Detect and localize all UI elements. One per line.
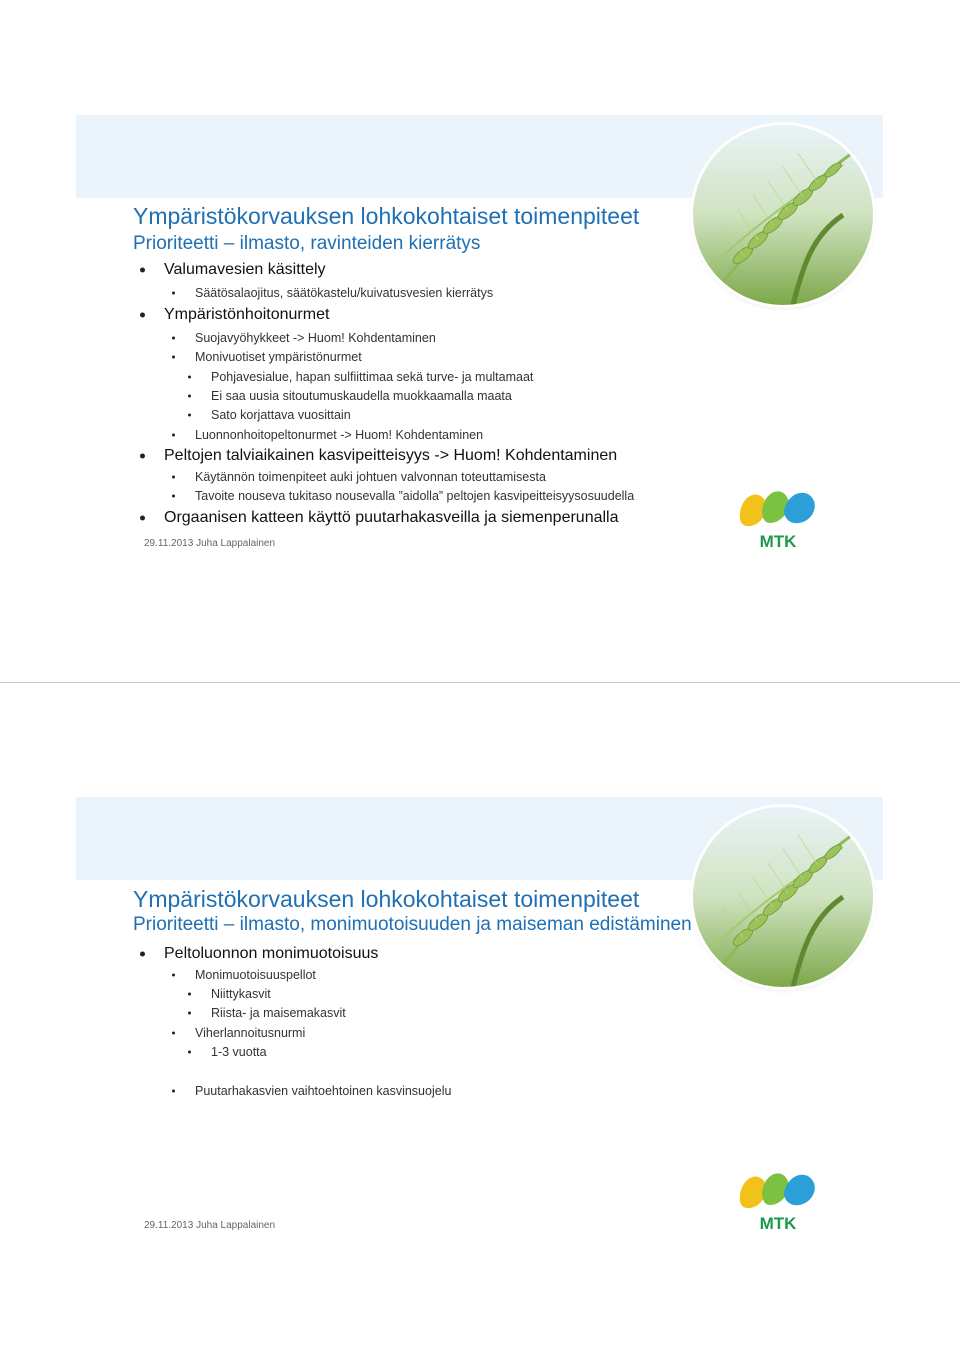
list-item: Peltojen talviaikainen kasvipeitteisyys -> Huom! Kohdentaminen — [164, 447, 617, 465]
bullet-icon — [172, 1090, 175, 1093]
list-item: Puutarhakasvien vaihtoehtoinen kasvinsuojelu — [195, 1084, 451, 1098]
list-item: Käytännön toimenpiteet auki johtuen valvonnan toteuttamisesta — [195, 470, 546, 484]
bullet-icon — [188, 376, 191, 379]
bullet-icon — [172, 476, 175, 479]
list-item: Valumavesien käsittely — [164, 261, 326, 279]
slide-2 — [76, 797, 883, 1244]
list-item: Suojavyöhykkeet -> Huom! Kohdentaminen — [195, 331, 436, 345]
list-item: Luonnonhoitopeltonurmet -> Huom! Kohdentaminen — [195, 428, 483, 442]
bullet-icon — [140, 454, 145, 459]
bullet-icon — [140, 952, 145, 957]
list-item: Peltoluonnon monimuotoisuus — [164, 945, 378, 963]
bullet-icon — [140, 313, 145, 318]
bullet-icon — [188, 414, 191, 417]
mtk-logo — [734, 481, 824, 551]
list-item: Pohjavesialue, hapan sulfiittimaa sekä turve- ja multamaat — [211, 370, 533, 384]
bullet-icon — [172, 337, 175, 340]
list-item: Tavoite nouseva tukitaso nousevalla ”aidolla” peltojen kasvipeitteisyysosuudella — [195, 489, 634, 503]
bullet-icon — [172, 974, 175, 977]
bullet-icon — [172, 434, 175, 437]
list-item: Monivuotiset ympäristönurmet — [195, 350, 362, 364]
bullet-icon — [188, 993, 191, 996]
list-item: Ei saa uusia sitoutumuskaudella muokkaamalla maata — [211, 389, 512, 403]
list-item: 1-3 vuotta — [211, 1045, 267, 1059]
list-item: Riista- ja maisemakasvit — [211, 1006, 346, 1020]
page-divider — [0, 682, 960, 683]
slide-footer: 29.11.2013 Juha Lappalainen — [144, 1220, 276, 1231]
slide-title: Ympäristökorvauksen lohkokohtaiset toimenpiteet — [133, 886, 640, 912]
bullet-icon — [172, 495, 175, 498]
bullet-icon — [188, 1051, 191, 1054]
bullet-icon — [172, 292, 175, 295]
list-item: Säätösalaojitus, säätökastelu/kuivatusvesien kierrätys — [195, 286, 493, 300]
slide-subtitle: Prioriteetti – ilmasto, monimuotoisuuden ja maiseman edistäminen — [133, 914, 692, 935]
bullet-icon — [188, 1012, 191, 1015]
logo-text: MTK — [759, 1214, 797, 1233]
bullet-icon — [140, 268, 145, 273]
slide-1 — [76, 115, 883, 562]
list-item: Orgaanisen katteen käyttö puutarhakasveilla ja siemenperunalla — [164, 509, 619, 527]
mtk-logo — [734, 1163, 824, 1233]
bullet-icon — [172, 1032, 175, 1035]
list-item: Viherlannoitusnurmi — [195, 1026, 305, 1040]
list-item: Monimuotoisuuspellot — [195, 968, 316, 982]
logo-text: MTK — [759, 532, 797, 551]
list-item: Niittykasvit — [211, 987, 271, 1001]
list-item: Ympäristönhoitonurmet — [164, 306, 329, 324]
bullet-icon — [140, 516, 145, 521]
slide-title: Ympäristökorvauksen lohkokohtaiset toimenpiteet — [133, 203, 640, 229]
bullet-icon — [188, 395, 191, 398]
slide-footer: 29.11.2013 Juha Lappalainen — [144, 538, 276, 549]
list-item: Sato korjattava vuosittain — [211, 408, 351, 422]
slide-subtitle: Prioriteetti – ilmasto, ravinteiden kierrätys — [133, 233, 481, 254]
bullet-icon — [172, 356, 175, 359]
